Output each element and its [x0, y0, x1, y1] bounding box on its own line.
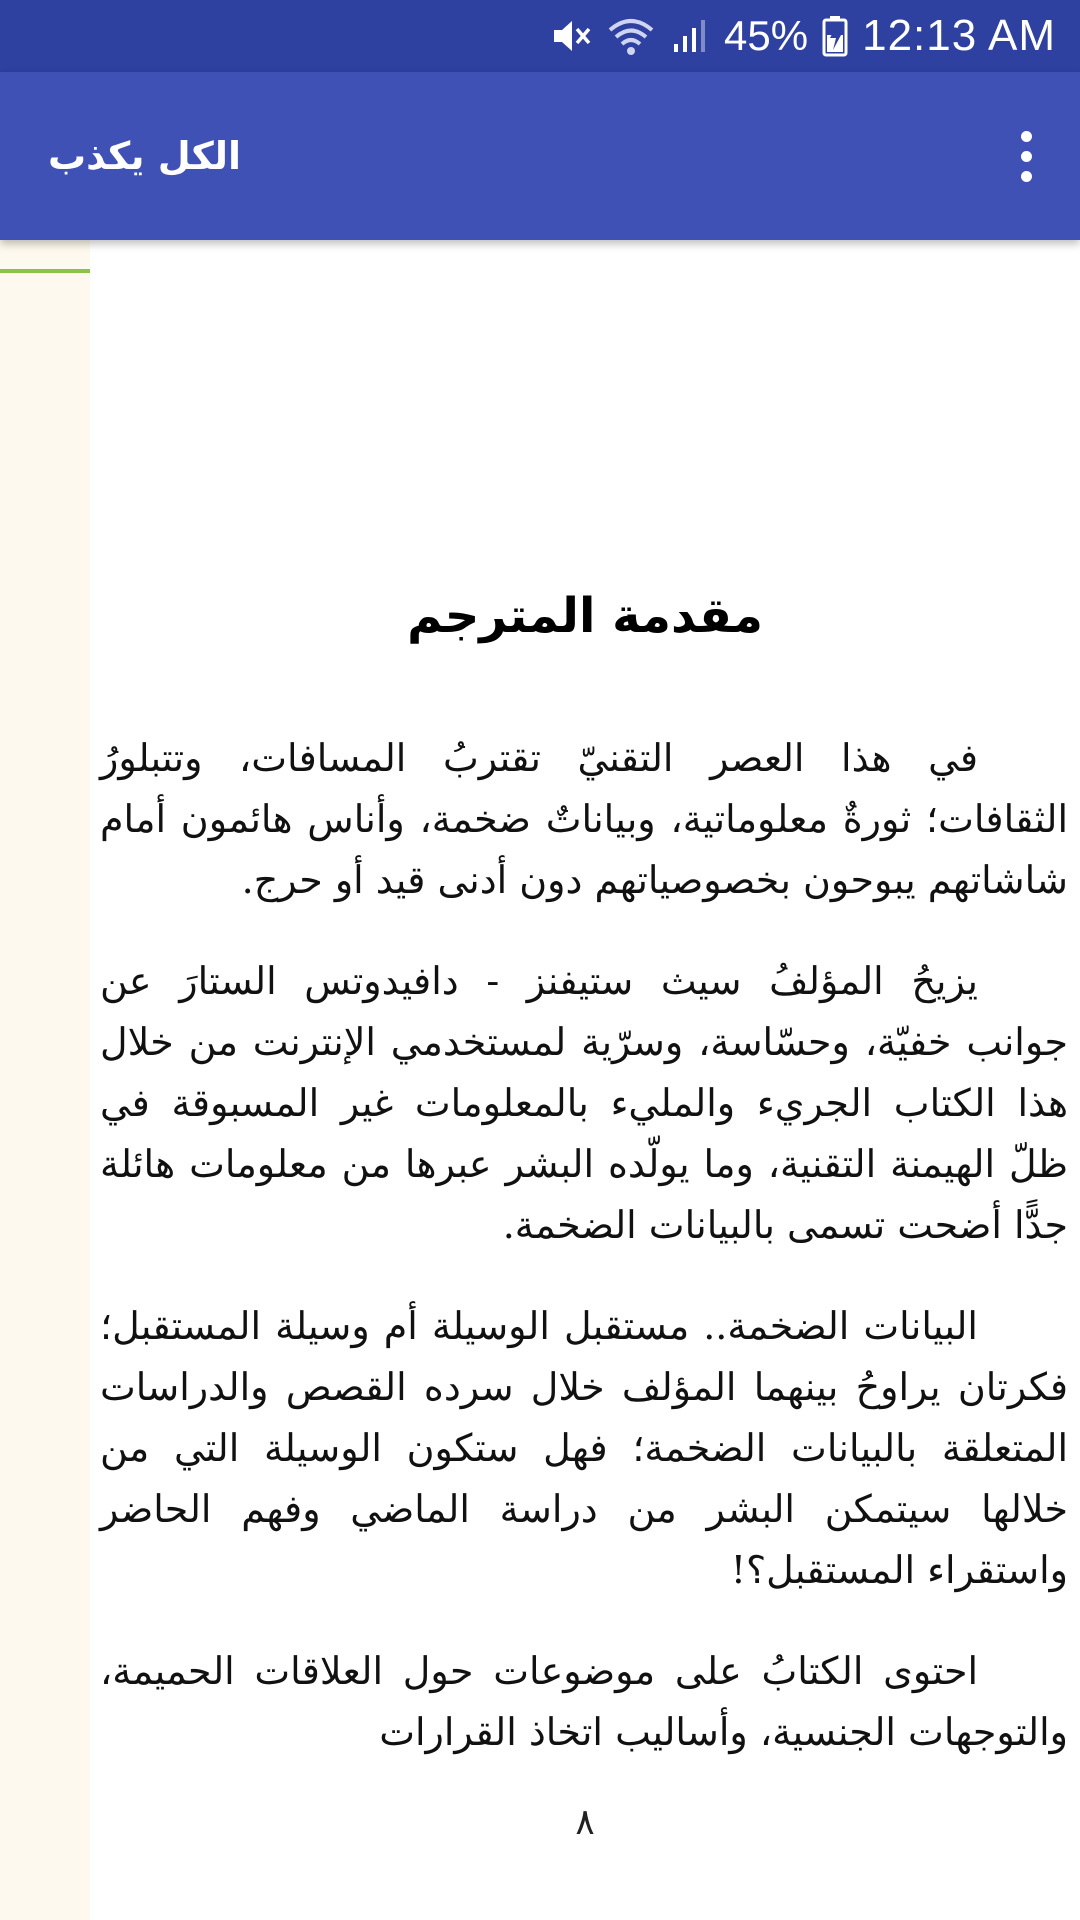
overflow-menu-icon[interactable] — [996, 116, 1056, 196]
clock: 12:13 AM — [862, 11, 1056, 60]
page-number: ٨ — [575, 1802, 595, 1843]
paragraph: احتوى الكتابُ على موضوعات حول العلاقات الحميمة، والتوجهات الجنسية، وأساليب اتخاذ القرارات — [100, 1649, 1068, 1754]
status-bar — [0, 0, 1080, 72]
battery-percent: 45% — [724, 12, 809, 59]
signal-icon — [670, 16, 710, 56]
chapter-title: مقدمة المترجم — [407, 588, 763, 644]
wifi-icon — [606, 16, 656, 56]
paragraph: يزيحُ المؤلفُ سيث ستيفنز - دافيدوتس الستارَ عن جوانب خفيّة، وحسّاسة، وسرّية لمستخدمي الإنترنت من خلال هذا الكتاب الجريء والمليء بالمعلومات غير المسبوقة في ظلّ الهيمنة التقنية، وما يولّده البشر عبرها من معلومات هائلة جدًّا أضحت تسمى بالبيانات الضخمة. — [100, 959, 1068, 1247]
mute-icon — [550, 16, 592, 56]
paragraph: البيانات الضخمة.. مستقبل الوسيلة أم وسيلة المستقبل؛ فكرتان يراوحُ بينهما المؤلف خلال سرده القصص والدراسات المتعلقة بالبيانات الضخمة؛ فهل ستكون الوسيلة التي من خلالها سيتمكن البشر من دراسة الماضي وفهم الحاضر واستقراء المستقبل؟! — [100, 1304, 1068, 1592]
battery-charging-icon — [822, 15, 848, 57]
app-title: الكل يكذب — [48, 134, 242, 178]
paragraph: في هذا العصر التقنيّ تقتربُ المسافات، وتتبلورُ الثقافات؛ ثورةٌ معلوماتية، وبياناتٌ ضخمة، وأناس هائمون أمام شاشاتهم يبوحون بخصوصياتهم دون أدنى قيد أو حرج. — [100, 736, 1068, 902]
page-body — [100, 728, 1068, 1803]
page-edge-strip — [0, 240, 90, 1920]
app-bar — [0, 72, 1080, 240]
reading-progress-line — [0, 269, 90, 273]
book-page[interactable] — [90, 240, 1080, 1920]
